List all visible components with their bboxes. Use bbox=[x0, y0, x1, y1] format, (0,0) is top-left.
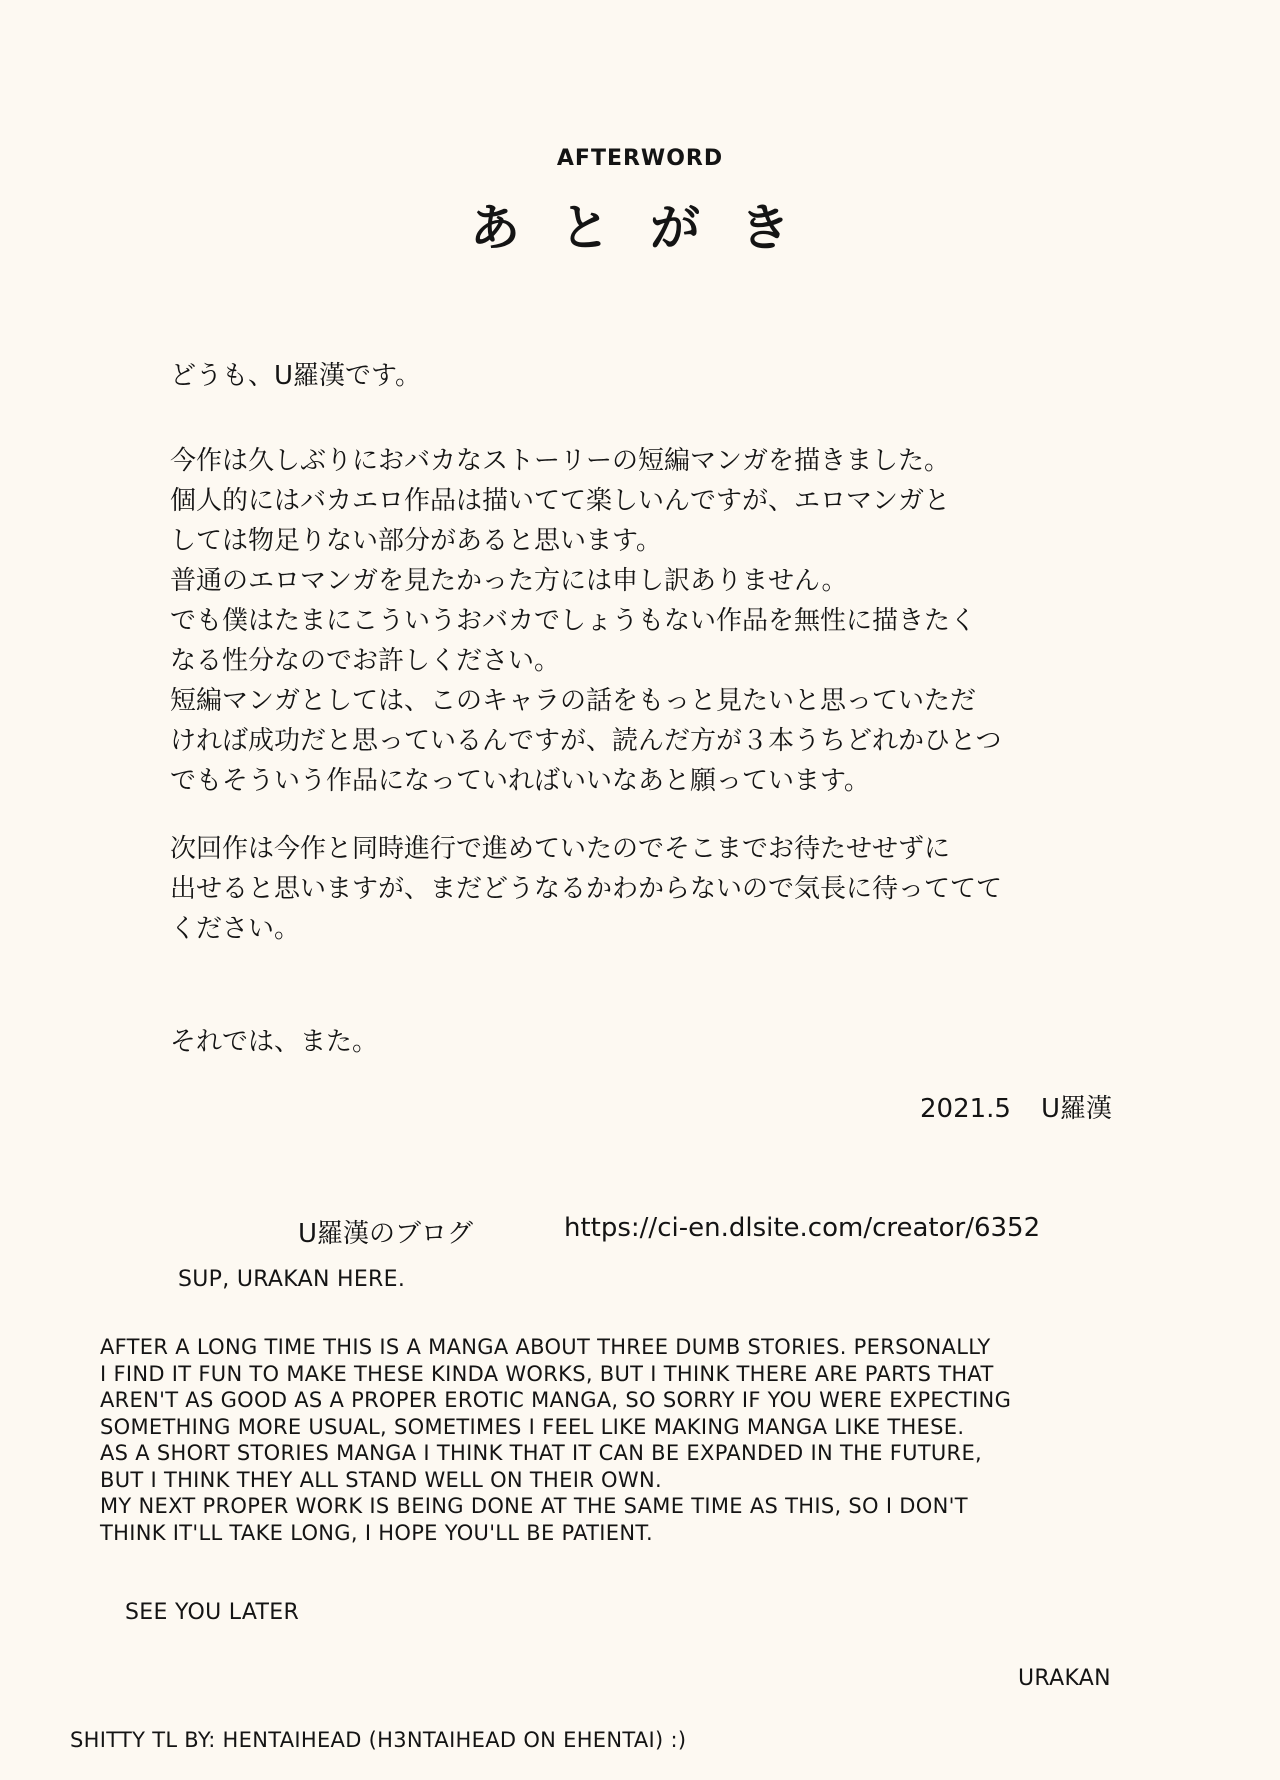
english-line: BUT I THINK THEY ALL STAND WELL ON THEIR OWN. bbox=[100, 1467, 662, 1492]
english-body bbox=[100, 1334, 1011, 1546]
japanese-title: あとがき bbox=[470, 198, 830, 257]
japanese-line: しては物足りない部分があると思います。 bbox=[170, 526, 662, 556]
japanese-line: 普通のエロマンガを見たかった方には申し訳ありません。 bbox=[170, 566, 848, 596]
english-line: THINK IT'LL TAKE LONG, I HOPE YOU'LL BE PATIENT. bbox=[100, 1520, 653, 1545]
japanese-line: でも僕はたまにこういうおバカでしょうもない作品を無性に描きたく bbox=[170, 606, 977, 636]
english-line: MY NEXT PROPER WORK IS BEING DONE AT THE SAME TIME AS THIS, SO I DON'T bbox=[100, 1494, 968, 1518]
japanese-greeting bbox=[170, 356, 1130, 396]
english-line: I FIND IT FUN TO MAKE THESE KINDA WORKS, BUT I THINK THERE ARE PARTS THAT bbox=[100, 1361, 994, 1386]
japanese-line: 短編マンガとしては、このキャラの話をもっと見たいと思っていただ bbox=[170, 686, 977, 716]
japanese-paragraph-1 bbox=[170, 441, 1130, 801]
japanese-line: なる性分なのでお許しください。 bbox=[170, 646, 561, 676]
blog-label: U羅漢のブログ bbox=[298, 1219, 474, 1249]
english-line: AREN'T AS GOOD AS A PROPER EROTIC MANGA, SO SORRY IF YOU WERE EXPECTING bbox=[100, 1388, 1012, 1412]
author-name: U羅漢 bbox=[1040, 1094, 1112, 1124]
translator-credit: SHITTY TL BY: HENTAIHEAD (H3NTAIHEAD ON EHENTAI) :) bbox=[70, 1728, 687, 1752]
japanese-greeting-line: どうも、U羅漢です。 bbox=[170, 361, 421, 391]
japanese-line: でもそういう作品になっていればいいなあと願っています。 bbox=[170, 766, 870, 796]
english-author-name: URAKAN bbox=[1018, 1666, 1111, 1691]
japanese-line: 今作は久しぶりにおバカなストーリーの短編マンガを描きました。 bbox=[170, 446, 951, 476]
english-title: AFTERWORD bbox=[556, 146, 724, 171]
english-see-you-later: SEE YOU LATER bbox=[125, 1600, 300, 1625]
japanese-farewell bbox=[170, 1022, 1130, 1062]
english-line: AS A SHORT STORIES MANGA I THINK THAT IT CAN BE EXPANDED IN THE FUTURE, bbox=[100, 1441, 982, 1465]
japanese-line: ください。 bbox=[170, 914, 301, 944]
date-signature bbox=[920, 1088, 1112, 1125]
english-line: SOMETHING MORE USUAL, SOMETIMES I FEEL LIKE MAKING MANGA LIKE THESE. bbox=[100, 1414, 965, 1439]
japanese-line: 次回作は今作と同時進行で進めていたのでそこまでお待たせせずに bbox=[170, 834, 951, 864]
japanese-line: 出せると思いますが、まだどうなるかわからないので気長に待っててて bbox=[170, 874, 1003, 904]
english-greeting: SUP, URAKAN HERE. bbox=[178, 1267, 406, 1292]
english-line: AFTER A LONG TIME THIS IS A MANGA ABOUT THREE DUMB STORIES. PERSONALLY bbox=[100, 1335, 991, 1359]
japanese-farewell-line: それでは、また。 bbox=[170, 1027, 379, 1057]
japanese-line: ければ成功だと思っているんですが、読んだ方が３本うちどれかひとつ bbox=[170, 726, 1002, 756]
japanese-paragraph-2 bbox=[170, 829, 1130, 949]
date: 2021.5 bbox=[919, 1094, 1011, 1124]
japanese-line: 個人的にはバカエロ作品は描いてて楽しいんですが、エロマンガと bbox=[170, 486, 951, 516]
blog-url-link[interactable]: https://ci-en.dlsite.com/creator/6352 bbox=[564, 1213, 1041, 1243]
